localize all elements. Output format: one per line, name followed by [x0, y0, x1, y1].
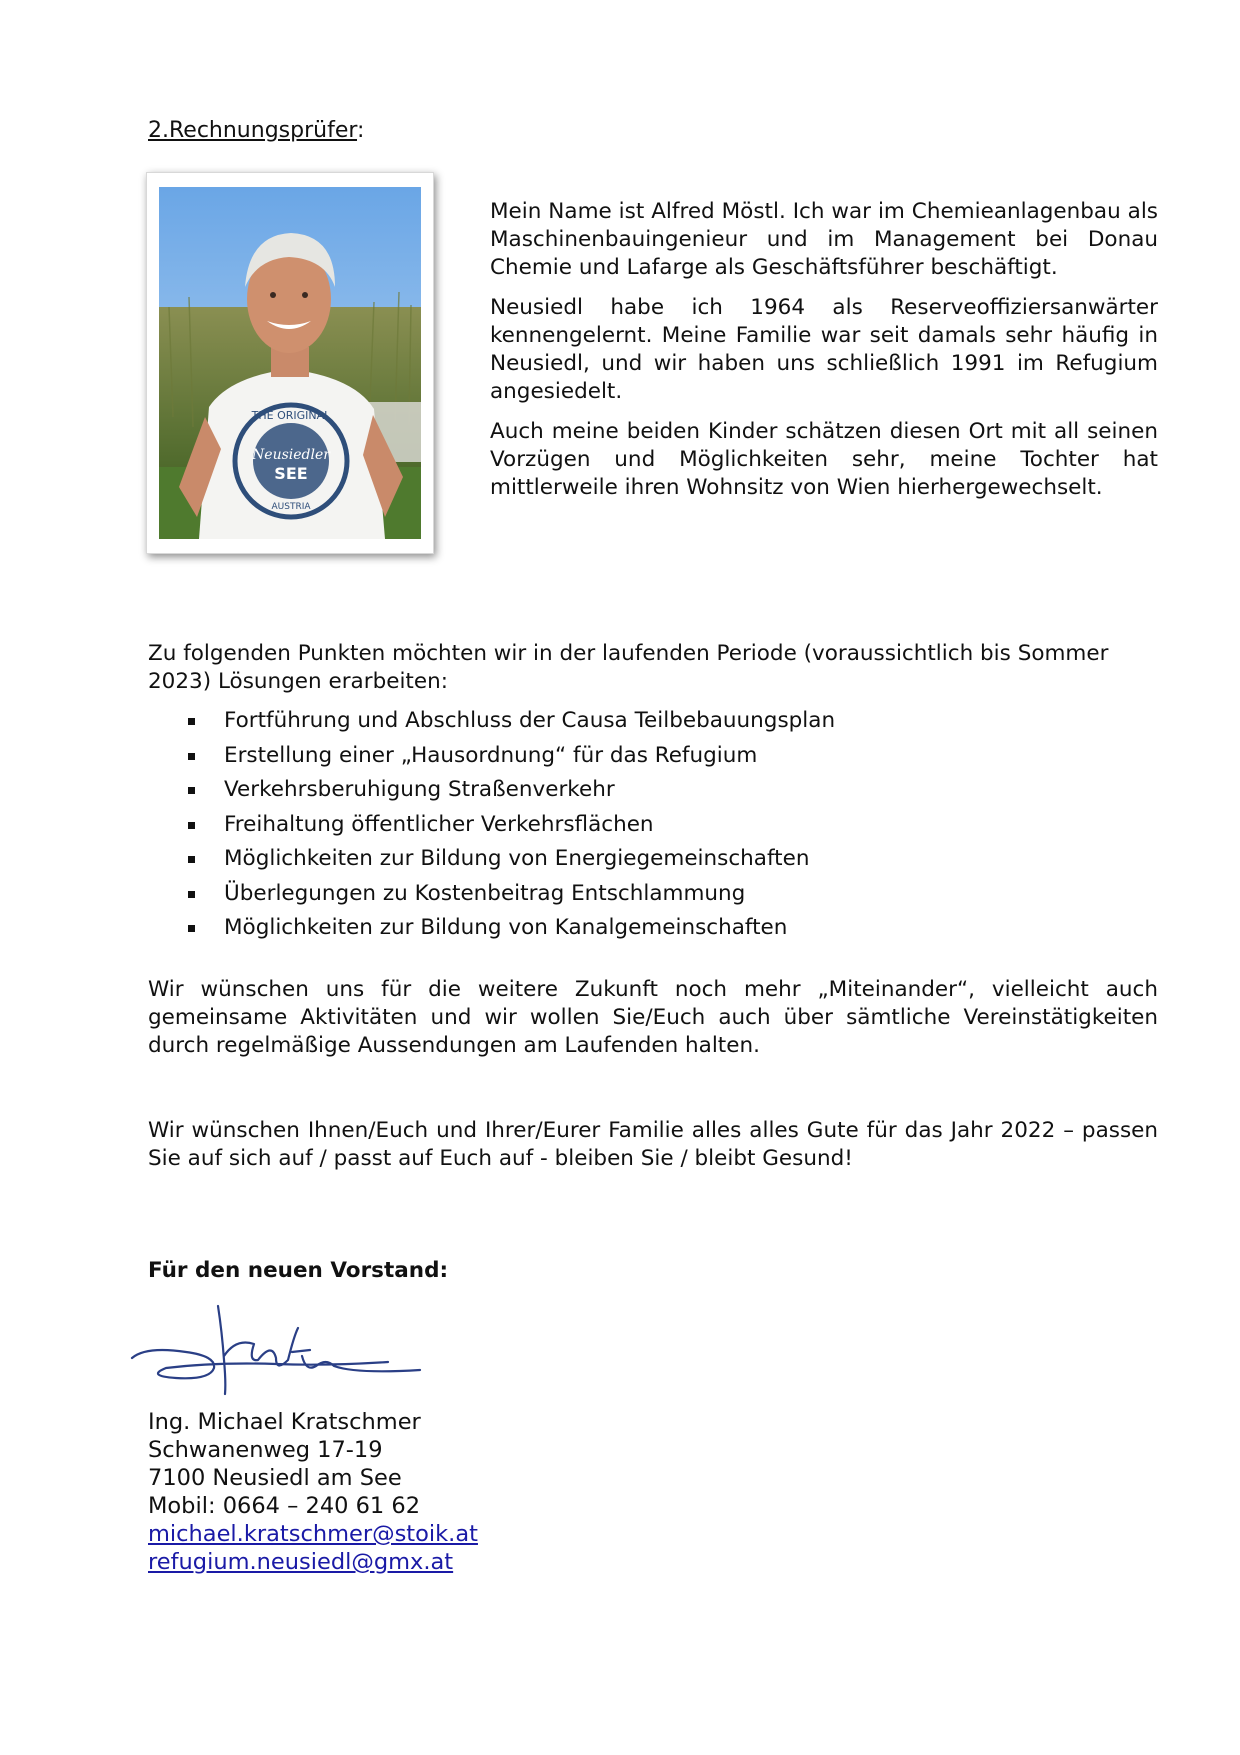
list-item: [148, 773, 1158, 808]
list-item: [148, 704, 1158, 739]
bullet-square-icon: [188, 925, 195, 932]
list-item-text: Fortführung und Abschluss der Causa Teilbebauungsplan: [224, 708, 836, 733]
bullet-square-icon: [188, 753, 195, 760]
contact-street: Schwanenweg 17-19: [148, 1437, 383, 1463]
list-item-text: Möglichkeiten zur Bildung von Energiegemeinschaften: [224, 846, 810, 871]
contact-block: [148, 1408, 478, 1576]
bio-text: [490, 198, 1158, 514]
list-item-text: Verkehrsberuhigung Straßenverkehr: [224, 777, 615, 802]
shirt-text-see: SEE: [274, 464, 308, 483]
bio-paragraph-3: Auch meine beiden Kinder schätzen diesen Ort mit all seinen Vorzügen und Möglichkeiten sehr, meine Tochter hat mittlerweile ihren Wohnsitz von Wien hierhergewechselt.: [490, 419, 1158, 500]
bullet-square-icon: [188, 856, 195, 863]
section-title: [148, 118, 364, 143]
wish-paragraph-1: Wir wünschen uns für die weitere Zukunft noch mehr „Miteinander“, vielleicht auch gemeinsame Aktivitäten und wir wollen Sie/Euch auch über sämtliche Vereinstätigkeiten durch regelmäßige Aussendungen am Laufenden halten.: [148, 977, 1158, 1058]
contact-mobile: Mobil: 0664 – 240 61 62: [148, 1493, 421, 1519]
list-item: [148, 842, 1158, 877]
bullet-square-icon: [188, 787, 195, 794]
goals-intro: Zu folgenden Punkten möchten wir in der laufenden Periode (voraussichtlich bis Sommer 2023) Lösungen erarbeiten:: [148, 641, 1109, 694]
bullet-square-icon: [188, 718, 195, 725]
email-link-1[interactable]: michael.kratschmer@stoik.at: [148, 1521, 478, 1547]
list-item-text: Freihaltung öffentlicher Verkehrsflächen: [224, 811, 654, 837]
board-label: Für den neuen Vorstand:: [148, 1258, 449, 1283]
shirt-text-top: THE ORIGINAL: [251, 409, 331, 422]
list-item-text: Überlegungen zu Kostenbeitrag Entschlammung: [224, 880, 746, 906]
section-title-text: 2.Rechnungsprüfer: [148, 118, 358, 143]
list-item: [148, 739, 1158, 774]
signature-image: [126, 1302, 446, 1406]
list-item: [148, 877, 1158, 912]
list-item: [148, 911, 1158, 946]
bio-paragraph-1: Mein Name ist Alfred Möstl. Ich war im Chemieanlagenbau als Maschinenbauingenieur und im Management bei Donau Chemie und Lafarge als Geschäftsführer beschäftigt.: [490, 199, 1158, 280]
bio-paragraph-2: Neusiedl habe ich 1964 als Reserveoffiziersanwärter kennengelernt. Meine Familie war seit damals sehr häufig in Neusiedl, und wir haben uns schließlich 1991 im Refugium angesiedelt.: [490, 295, 1158, 404]
portrait-image: [159, 187, 421, 539]
contact-city: 7100 Neusiedl am See: [148, 1465, 402, 1491]
bullet-square-icon: [188, 891, 195, 898]
list-item: [148, 808, 1158, 843]
list-item-text: Erstellung einer „Hausordnung“ für das Refugium: [224, 742, 758, 768]
portrait-photo: [146, 172, 434, 554]
list-item-text: Möglichkeiten zur Bildung von Kanalgemeinschaften: [224, 915, 788, 940]
email-link-2[interactable]: refugium.neusiedl@gmx.at: [148, 1549, 454, 1575]
goals-list: [148, 704, 1158, 946]
shirt-text-main: Neusiedler: [252, 447, 330, 463]
bullet-square-icon: [188, 822, 195, 829]
shirt-text-bottom: AUSTRIA: [271, 502, 311, 512]
section-title-colon: :: [357, 118, 365, 143]
contact-name: Ing. Michael Kratschmer: [148, 1409, 421, 1435]
wish-paragraph-2: Wir wünschen Ihnen/Euch und Ihrer/Eurer Familie alles alles Gute für das Jahr 2022 – passen Sie auf sich auf / passt auf Euch auf - bleiben Sie / bleibt Gesund!: [148, 1118, 1158, 1171]
